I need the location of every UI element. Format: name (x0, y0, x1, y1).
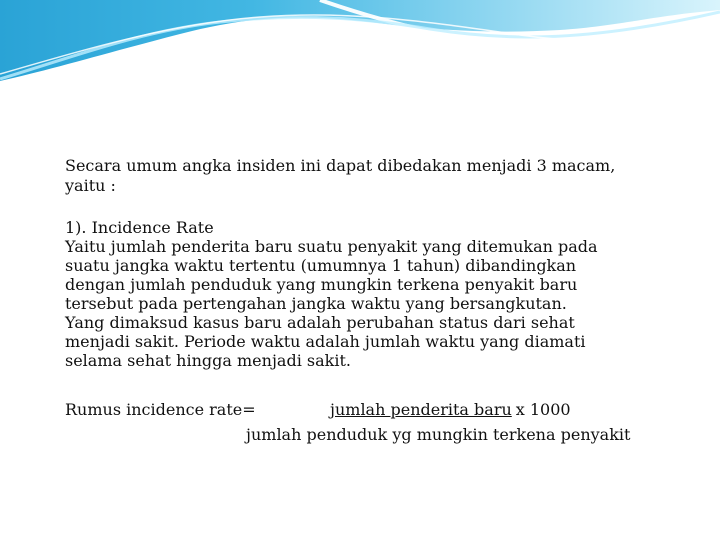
section-heading: 1). Incidence Rate (65, 218, 214, 237)
section-line-3: suatu jangka waktu tertentu (umumnya 1 tahun) dibandingkan (65, 256, 577, 275)
section-line-7: menjadi sakit. Periode waktu adalah jumlah waktu yang diamati (65, 332, 586, 351)
intro-line-1: Secara umum angka insiden ini dapat dibedakan menjadi 3 macam, (65, 156, 616, 175)
formula-numerator-row (330, 400, 571, 419)
intro-line-2: yaitu : (65, 176, 116, 195)
formula-denominator: jumlah penduduk yg mungkin terkena penyakit (246, 425, 631, 444)
formula-numerator: jumlah penderita baru (330, 400, 512, 419)
section-line-6: Yang dimaksud kasus baru adalah perubahan status dari sehat (65, 313, 575, 332)
section-line-2: Yaitu jumlah penderita baru suatu penyakit yang ditemukan pada (65, 237, 598, 256)
section-line-8: selama sehat hingga menjadi sakit. (65, 351, 351, 370)
formula-label: Rumus incidence rate= (65, 400, 256, 419)
section-line-4: dengan jumlah penduduk yang mungkin terkena penyakit baru (65, 275, 578, 294)
formula-multiplier: x 1000 (515, 400, 571, 419)
section-line-5: tersebut pada pertengahan jangka waktu yang bersangkutan. (65, 294, 567, 313)
